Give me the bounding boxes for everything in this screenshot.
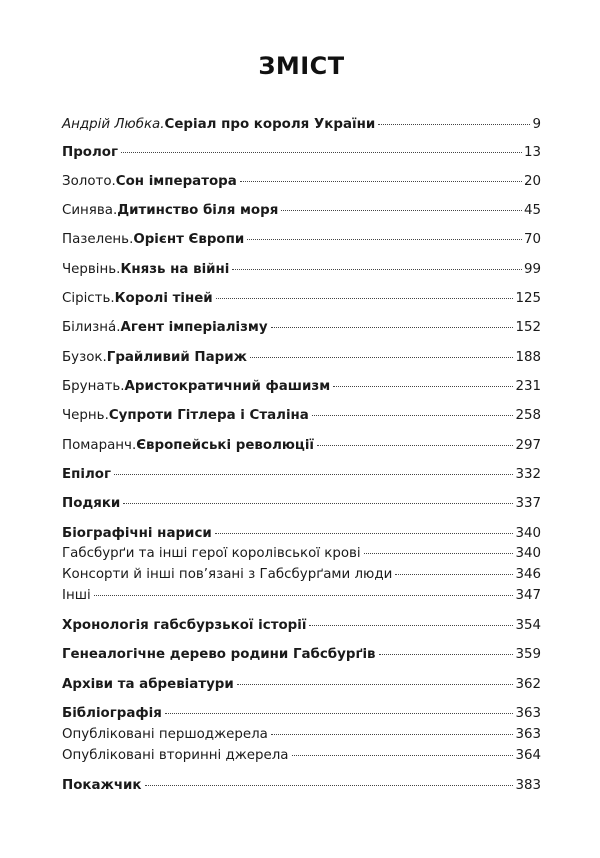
toc-entry[interactable] bbox=[62, 289, 541, 309]
toc-entry-page-number: 20 bbox=[523, 174, 541, 189]
toc-entry-title: Хронологія габсбурзької історії bbox=[62, 618, 307, 633]
dot-leader bbox=[364, 553, 514, 554]
dot-leader bbox=[271, 734, 514, 735]
toc-entry-title: Дитинство біля моря bbox=[117, 203, 279, 218]
toc-entry-title: Покажчик bbox=[62, 778, 142, 793]
dot-leader bbox=[292, 755, 514, 756]
toc-entry-prefix: Пазелень. bbox=[62, 232, 134, 247]
toc-entry-prefix: Андрій Любка. bbox=[62, 117, 165, 132]
toc-entry-prefix: Червінь. bbox=[62, 262, 121, 277]
toc-entry-page-number: 9 bbox=[532, 117, 541, 132]
dot-leader bbox=[240, 181, 522, 182]
toc-entry-title: Аристократичний фашизм bbox=[124, 379, 331, 394]
toc-entry-page-number: 70 bbox=[523, 232, 541, 247]
dot-leader bbox=[333, 386, 513, 387]
toc-entry[interactable] bbox=[62, 746, 541, 766]
toc-entry-prefix: Чернь. bbox=[62, 408, 109, 423]
toc-entry-title: Королі тіней bbox=[114, 291, 213, 306]
toc-entry[interactable] bbox=[62, 725, 541, 745]
toc-entry-prefix: Сірість. bbox=[62, 291, 115, 306]
toc-entry[interactable] bbox=[62, 675, 541, 695]
toc-entry-title: Інші bbox=[62, 588, 91, 603]
toc-entry-title: Сон імператора bbox=[115, 174, 237, 189]
toc-entry-title: Архіви та абревіатури bbox=[62, 677, 234, 692]
toc-entry-page-number: 363 bbox=[515, 727, 541, 742]
toc-entry-page-number: 125 bbox=[515, 291, 541, 306]
toc-entry-title: Супроти Гітлера і Сталіна bbox=[108, 408, 309, 423]
toc-entry[interactable] bbox=[62, 704, 541, 724]
toc-entry[interactable] bbox=[62, 776, 541, 796]
toc-entry-title: Князь на війні bbox=[120, 262, 230, 277]
toc-entry-page-number: 340 bbox=[515, 546, 541, 561]
dot-leader bbox=[165, 713, 514, 714]
dot-leader bbox=[309, 625, 513, 626]
dot-leader bbox=[121, 152, 522, 153]
toc-entry-prefix: Синява. bbox=[62, 203, 118, 218]
toc-entry-page-number: 347 bbox=[515, 588, 541, 603]
toc-entry[interactable] bbox=[62, 494, 541, 514]
toc-entry-title: Серіал про короля України bbox=[164, 117, 376, 132]
toc-entry-prefix: Брунать. bbox=[62, 379, 125, 394]
page-title: ЗМІСТ bbox=[258, 52, 345, 80]
toc-entry-prefix: Бузок. bbox=[62, 350, 107, 365]
dot-leader bbox=[123, 503, 513, 504]
toc-entry-title: Бібліографія bbox=[62, 706, 162, 721]
dot-leader bbox=[250, 357, 513, 358]
dot-leader bbox=[395, 574, 513, 575]
toc-entry[interactable] bbox=[62, 524, 541, 544]
toc-entry-page-number: 340 bbox=[515, 526, 541, 541]
dot-leader bbox=[317, 445, 513, 446]
dot-leader bbox=[94, 595, 514, 596]
toc-entry-prefix: Золото. bbox=[62, 174, 116, 189]
toc-entry-title: Епілог bbox=[62, 467, 111, 482]
toc-page bbox=[62, 0, 541, 858]
toc-entry-title: Опубліковані вторинні джерела bbox=[62, 748, 289, 763]
toc-entry[interactable] bbox=[62, 436, 541, 456]
toc-entry[interactable] bbox=[62, 115, 541, 135]
dot-leader bbox=[378, 124, 530, 125]
dot-leader bbox=[145, 785, 514, 786]
toc-entry-title: Опубліковані першоджерела bbox=[62, 727, 268, 742]
toc-entry-prefix: Білизна́. bbox=[62, 320, 121, 335]
toc-entry[interactable] bbox=[62, 143, 541, 163]
toc-entry[interactable] bbox=[62, 465, 541, 485]
toc-entry-page-number: 332 bbox=[515, 467, 541, 482]
toc-entry[interactable] bbox=[62, 586, 541, 606]
toc-entry-title: Орієнт Європи bbox=[133, 232, 245, 247]
toc-entry-title: Габсбурґи та інші герої королівської крові bbox=[62, 546, 361, 561]
toc-entry[interactable] bbox=[62, 565, 541, 585]
dot-leader bbox=[271, 327, 514, 328]
toc-entry-page-number: 359 bbox=[515, 647, 541, 662]
toc-entry-page-number: 337 bbox=[515, 496, 541, 511]
toc-entry[interactable] bbox=[62, 377, 541, 397]
toc-entry[interactable] bbox=[62, 172, 541, 192]
toc-entry-page-number: 152 bbox=[515, 320, 541, 335]
dot-leader bbox=[114, 474, 513, 475]
toc-entry-page-number: 231 bbox=[515, 379, 541, 394]
dot-leader bbox=[232, 269, 522, 270]
toc-entry-page-number: 362 bbox=[515, 677, 541, 692]
toc-entry-prefix: Помаранч. bbox=[62, 438, 137, 453]
dot-leader bbox=[247, 239, 522, 240]
toc-entry-title: Генеалогічне дерево родини Габсбурґів bbox=[62, 647, 376, 662]
toc-entry-page-number: 188 bbox=[515, 350, 541, 365]
toc-entry[interactable] bbox=[62, 230, 541, 250]
toc-entry-title: Подяки bbox=[62, 496, 121, 511]
toc-entry[interactable] bbox=[62, 260, 541, 280]
toc-entry[interactable] bbox=[62, 406, 541, 426]
dot-leader bbox=[312, 415, 514, 416]
toc-entry-title: Агент імперіалізму bbox=[120, 320, 268, 335]
toc-entry-title: Біографічні нариси bbox=[62, 526, 212, 541]
toc-entry-page-number: 297 bbox=[515, 438, 541, 453]
dot-leader bbox=[215, 533, 514, 534]
dot-leader bbox=[281, 210, 522, 211]
toc-entry-page-number: 45 bbox=[523, 203, 541, 218]
toc-entry-page-number: 363 bbox=[515, 706, 541, 721]
toc-entry-page-number: 99 bbox=[523, 262, 541, 277]
toc-entry-title: Грайливий Париж bbox=[106, 350, 247, 365]
toc-entry[interactable] bbox=[62, 616, 541, 636]
toc-entry-title: Пролог bbox=[62, 145, 118, 160]
toc-entry-title: Консорти й інші пов’язані з Габсбурґами люди bbox=[62, 567, 393, 582]
toc-entry[interactable] bbox=[62, 318, 541, 338]
toc-entry-title: Європейські революції bbox=[136, 438, 315, 453]
dot-leader bbox=[216, 298, 514, 299]
toc-entry-page-number: 346 bbox=[515, 567, 541, 582]
toc-entry-page-number: 13 bbox=[523, 145, 541, 160]
toc-entry-page-number: 383 bbox=[515, 778, 541, 793]
toc-entry-page-number: 354 bbox=[515, 618, 541, 633]
toc-entry-page-number: 364 bbox=[515, 748, 541, 763]
dot-leader bbox=[379, 654, 514, 655]
dot-leader bbox=[237, 684, 514, 685]
toc-entry[interactable] bbox=[62, 544, 541, 564]
toc-entry-page-number: 258 bbox=[515, 408, 541, 423]
toc-entry[interactable] bbox=[62, 348, 541, 368]
toc-entry[interactable] bbox=[62, 645, 541, 665]
toc-entry[interactable] bbox=[62, 201, 541, 221]
